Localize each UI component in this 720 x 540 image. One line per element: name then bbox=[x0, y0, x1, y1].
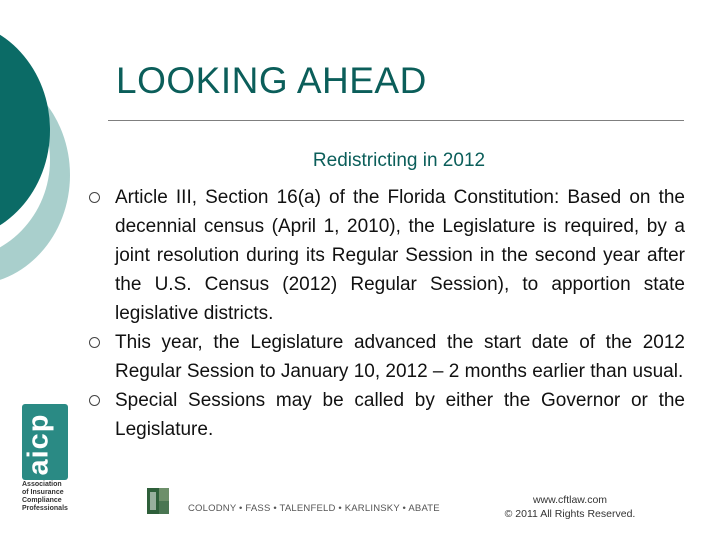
bullet-item bbox=[85, 386, 685, 444]
aicp-org-line: Compliance bbox=[22, 497, 62, 504]
website-link[interactable]: www.cftlaw.com bbox=[532, 494, 608, 506]
footer-contact bbox=[500, 493, 640, 521]
copyright-text: © 2011 All Rights Reserved. bbox=[504, 508, 636, 520]
firm-name: COLODNY • FASS • TALENFELD • KARLINSKY • ABATE bbox=[188, 503, 440, 514]
bullet-item bbox=[85, 328, 685, 386]
title-divider bbox=[108, 120, 684, 121]
bullet-text: This year, the Legislature advanced the start date of the 2012 Regular Session to January 10, 2012 – 2 months earlier than usual. bbox=[115, 332, 685, 382]
bullet-circle-icon bbox=[89, 192, 100, 203]
bullet-text: Article III, Section 16(a) of the Florida Constitution: Based on the decennial census (April 1, 2010), the Legislature is required, by a joint resolution during its Regular Session in the second year after the U.S. Census (2012) Regular Session), to apportion state legislative districts. bbox=[115, 187, 685, 324]
bullet-text: Special Sessions may be called by either the Governor or the Legislature. bbox=[115, 390, 685, 440]
bullet-list bbox=[85, 183, 685, 444]
aicp-org-line: Association bbox=[22, 481, 62, 488]
aicp-logo-text: aicp bbox=[22, 413, 55, 476]
aicp-org-line: of Insurance bbox=[22, 489, 64, 496]
bullet-circle-icon bbox=[89, 395, 100, 406]
bullet-item bbox=[85, 183, 685, 328]
slide-title: LOOKING AHEAD bbox=[116, 60, 427, 101]
aicp-logo bbox=[22, 404, 68, 480]
firm-logo-icon bbox=[145, 486, 171, 516]
bullet-circle-icon bbox=[89, 337, 100, 348]
aicp-org-line: Professionals bbox=[22, 505, 68, 512]
aicp-org-name bbox=[22, 481, 68, 513]
slide-subheading: Redistricting in 2012 bbox=[312, 150, 486, 171]
